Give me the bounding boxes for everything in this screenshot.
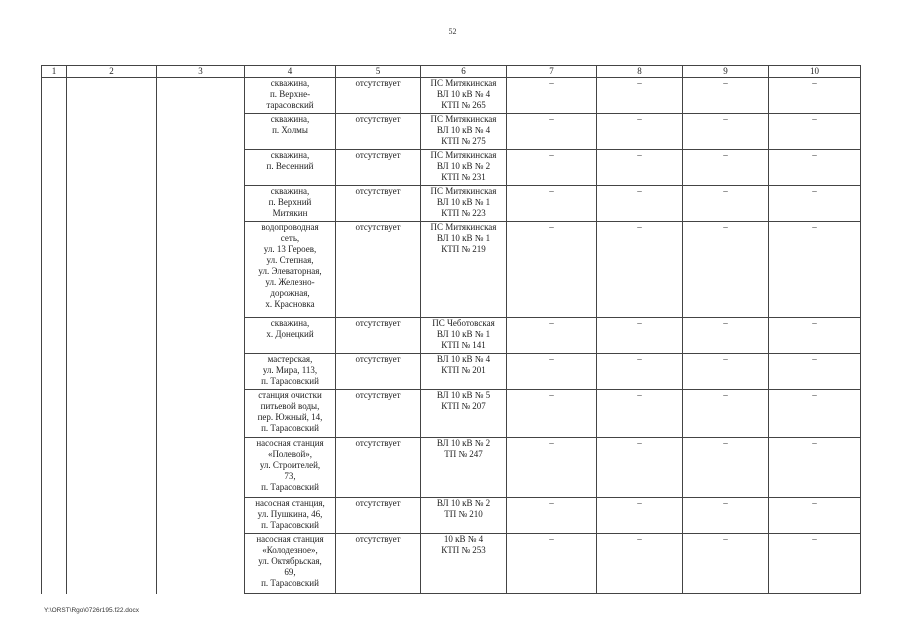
column-header: 5 — [336, 66, 421, 78]
value-cell: – — [683, 150, 769, 186]
value-cell: – — [507, 390, 597, 438]
value-cell: – — [683, 438, 769, 498]
status-cell: отсутствует — [336, 222, 421, 318]
power-source-cell: ВЛ 10 кВ № 2 ТП № 210 — [421, 498, 507, 534]
value-cell: – — [683, 534, 769, 594]
value-cell: – — [597, 114, 683, 150]
empty-merged-cell — [157, 498, 245, 534]
value-cell: – — [597, 318, 683, 354]
value-cell: – — [769, 498, 861, 534]
power-source-cell: ПС Митякинская ВЛ 10 кВ № 2 КТП № 231 — [421, 150, 507, 186]
value-cell: – — [597, 222, 683, 318]
footer-file-path: Y:\ORST\Rgo\0726r195.f22.docx — [44, 607, 140, 614]
table-row — [42, 222, 861, 318]
value-cell: – — [683, 318, 769, 354]
empty-merged-cell — [157, 354, 245, 390]
value-cell: – — [769, 390, 861, 438]
page-number: 52 — [448, 27, 457, 36]
column-number-header-row — [42, 66, 861, 78]
table-row — [42, 150, 861, 186]
empty-merged-cell — [42, 498, 67, 534]
table-row — [42, 534, 861, 594]
empty-merged-cell — [157, 390, 245, 438]
table-row — [42, 354, 861, 390]
status-cell: отсутствует — [336, 438, 421, 498]
empty-merged-cell — [67, 498, 157, 534]
empty-merged-cell — [42, 438, 67, 498]
empty-merged-cell — [42, 114, 67, 150]
value-cell: – — [507, 318, 597, 354]
value-cell: – — [683, 186, 769, 222]
value-cell: – — [769, 354, 861, 390]
value-cell: – — [507, 498, 597, 534]
value-cell: – — [507, 186, 597, 222]
empty-merged-cell — [67, 186, 157, 222]
value-cell: – — [769, 318, 861, 354]
table-row — [42, 186, 861, 222]
value-cell: – — [507, 354, 597, 390]
empty-merged-cell — [42, 354, 67, 390]
value-cell: – — [507, 438, 597, 498]
value-cell: – — [683, 390, 769, 438]
table-row — [42, 498, 861, 534]
empty-merged-cell — [157, 438, 245, 498]
value-cell: – — [597, 354, 683, 390]
empty-merged-cell — [67, 354, 157, 390]
power-source-cell: ПС Митякинская ВЛ 10 кВ № 1 КТП № 219 — [421, 222, 507, 318]
empty-merged-cell — [157, 78, 245, 114]
status-cell: отсутствует — [336, 354, 421, 390]
value-cell: – — [769, 438, 861, 498]
object-cell: скважина, п. Верхне- тарасовский — [245, 78, 336, 114]
empty-merged-cell — [67, 534, 157, 594]
power-source-cell: ПС Митякинская ВЛ 10 кВ № 1 КТП № 223 — [421, 186, 507, 222]
object-cell: скважина, п. Верхний Митякин — [245, 186, 336, 222]
object-cell: насосная станция «Полевой», ул. Строителей, 73, п. Тарасовский — [245, 438, 336, 498]
value-cell: – — [597, 498, 683, 534]
object-cell: насосная станция «Колодезное», ул. Октябрьская, 69, п. Тарасовский — [245, 534, 336, 594]
value-cell: – — [597, 390, 683, 438]
column-header: 8 — [597, 66, 683, 78]
value-cell: – — [597, 438, 683, 498]
empty-merged-cell — [42, 78, 67, 114]
value-cell: – — [769, 186, 861, 222]
object-cell: скважина, п. Весенний — [245, 150, 336, 186]
empty-merged-cell — [67, 318, 157, 354]
empty-merged-cell — [67, 438, 157, 498]
status-cell: отсутствует — [336, 150, 421, 186]
power-source-cell: 10 кВ № 4 КТП № 253 — [421, 534, 507, 594]
status-cell: отсутствует — [336, 390, 421, 438]
empty-merged-cell — [42, 318, 67, 354]
value-cell: – — [507, 78, 597, 114]
value-cell: – — [683, 222, 769, 318]
status-cell: отсутствует — [336, 534, 421, 594]
column-header: 2 — [67, 66, 157, 78]
empty-merged-cell — [157, 150, 245, 186]
value-cell: – — [507, 114, 597, 150]
object-cell: скважина, х. Донецкий — [245, 318, 336, 354]
status-cell: отсутствует — [336, 114, 421, 150]
empty-merged-cell — [157, 222, 245, 318]
object-cell: скважина, п. Холмы — [245, 114, 336, 150]
value-cell: – — [769, 150, 861, 186]
table-row — [42, 390, 861, 438]
value-cell: – — [597, 534, 683, 594]
value-cell: – — [769, 114, 861, 150]
power-source-cell: ВЛ 10 кВ № 2 ТП № 247 — [421, 438, 507, 498]
table-body — [42, 78, 861, 594]
empty-merged-cell — [42, 390, 67, 438]
power-source-cell: ВЛ 10 кВ № 4 КТП № 201 — [421, 354, 507, 390]
table-row — [42, 438, 861, 498]
power-source-cell: ПС Митякинская ВЛ 10 кВ № 4 КТП № 275 — [421, 114, 507, 150]
power-source-cell: ПС Чеботовская ВЛ 10 кВ № 1 КТП № 141 — [421, 318, 507, 354]
column-header: 9 — [683, 66, 769, 78]
empty-merged-cell — [67, 150, 157, 186]
value-cell: – — [597, 78, 683, 114]
empty-merged-cell — [67, 222, 157, 318]
column-header: 4 — [245, 66, 336, 78]
column-header: 7 — [507, 66, 597, 78]
value-cell: – — [683, 114, 769, 150]
empty-merged-cell — [67, 390, 157, 438]
value-cell: – — [769, 222, 861, 318]
empty-merged-cell — [42, 222, 67, 318]
value-cell: – — [507, 534, 597, 594]
column-header: 10 — [769, 66, 861, 78]
value-cell: – — [769, 78, 861, 114]
empty-merged-cell — [157, 186, 245, 222]
value-cell: – — [683, 354, 769, 390]
column-header: 3 — [157, 66, 245, 78]
column-header: 1 — [42, 66, 67, 78]
value-cell: – — [683, 78, 769, 114]
status-cell: отсутствует — [336, 78, 421, 114]
value-cell: – — [683, 498, 769, 534]
empty-merged-cell — [42, 150, 67, 186]
empty-merged-cell — [157, 318, 245, 354]
status-cell: отсутствует — [336, 186, 421, 222]
empty-merged-cell — [67, 78, 157, 114]
value-cell: – — [597, 150, 683, 186]
value-cell: – — [507, 222, 597, 318]
empty-merged-cell — [67, 114, 157, 150]
status-cell: отсутствует — [336, 498, 421, 534]
status-cell: отсутствует — [336, 318, 421, 354]
empty-merged-cell — [42, 534, 67, 594]
value-cell: – — [597, 186, 683, 222]
value-cell: – — [769, 534, 861, 594]
empty-merged-cell — [157, 534, 245, 594]
object-cell: станция очистки питьевой воды, пер. Южный, 14, п. Тарасовский — [245, 390, 336, 438]
object-cell: мастерская, ул. Мира, 113, п. Тарасовский — [245, 354, 336, 390]
empty-merged-cell — [42, 186, 67, 222]
empty-merged-cell — [157, 114, 245, 150]
table-row — [42, 78, 861, 114]
object-cell: водопроводная сеть, ул. 13 Героев, ул. Степная, ул. Элеваторная, ул. Железно- дорожная, х. Красновка — [245, 222, 336, 318]
data-table — [41, 65, 861, 594]
table-row — [42, 318, 861, 354]
power-source-cell: ПС Митякинская ВЛ 10 кВ № 4 КТП № 265 — [421, 78, 507, 114]
column-header: 6 — [421, 66, 507, 78]
table-row — [42, 114, 861, 150]
power-source-cell: ВЛ 10 кВ № 5 КТП № 207 — [421, 390, 507, 438]
object-cell: насосная станция, ул. Пушкина, 46, п. Тарасовский — [245, 498, 336, 534]
value-cell: – — [507, 150, 597, 186]
